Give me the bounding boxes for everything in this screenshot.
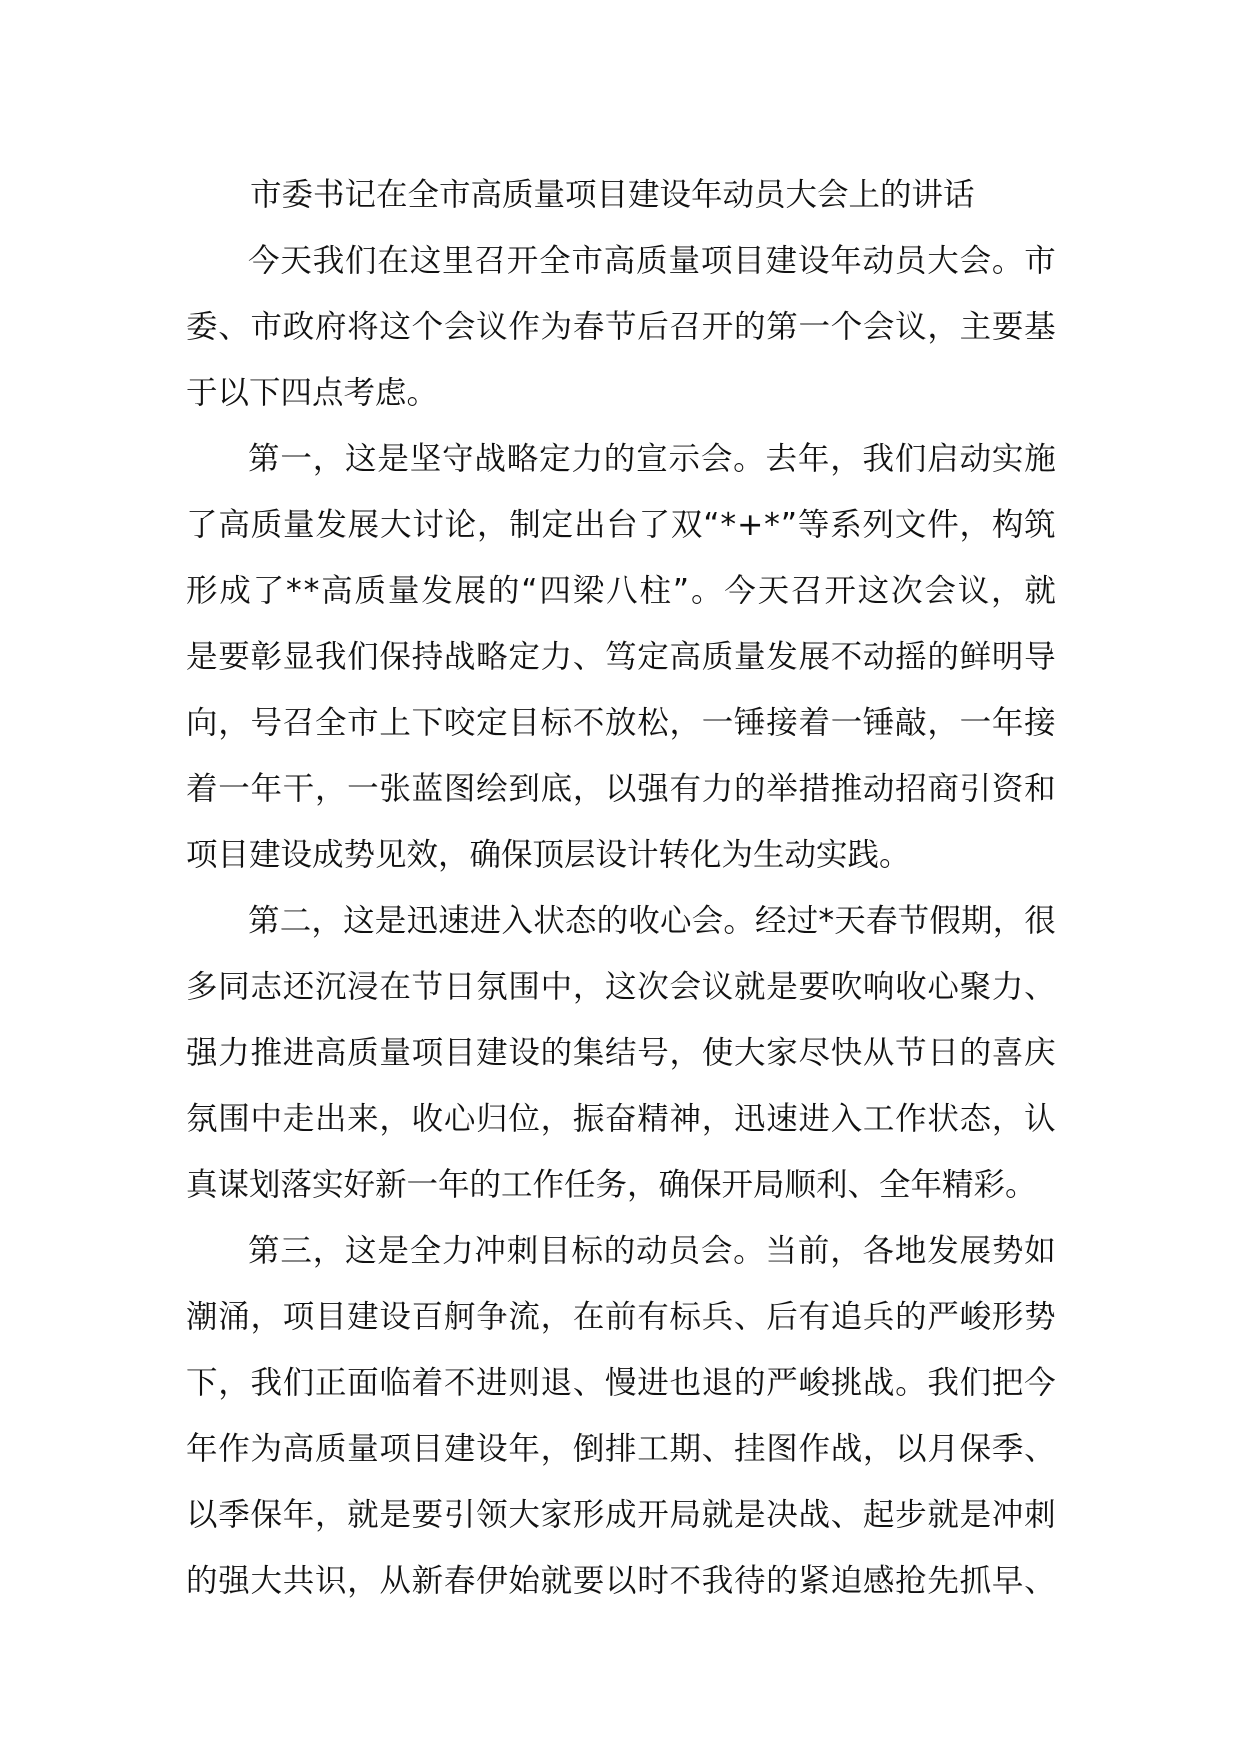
- paragraph-line: 向 ， 号 召 全 市 上 下 咬 定 目 标 不 放 松 ， 一 锤 接 着 一 锤 敲 ， 一 年 接: [186, 705, 1056, 741]
- paragraph-line: 潮 涌 ， 项 目 建 设 百 舸 争 流 ， 在 前 有 标 兵 、 后 有 追 兵 的 严 峻 形 势: [186, 1299, 1056, 1335]
- paragraph: [186, 426, 1056, 888]
- document-body: [186, 228, 1056, 1614]
- paragraph-line: 委 、 市 政 府 将 这 个 会 议 作 为 春 节 后 召 开 的 第 一 个 会 议 ， 主 要 基: [186, 309, 1056, 345]
- paragraph-line: 下 ， 我 们 正 面 临 着 不 进 则 退 、 慢 进 也 退 的 严 峻 挑 战 。 我 们 把 今: [186, 1365, 1056, 1401]
- paragraph-line: 今 天 我 们 在 这 里 召 开 全 市 高 质 量 项 目 建 设 年 动 员 大 会 。 市: [248, 243, 1056, 279]
- paragraph-line: 的 强 大 共 识 ， 从 新 春 伊 始 就 要 以 时 不 我 待 的 紧 迫 感 抢 先 抓 早 、: [186, 1563, 1056, 1599]
- paragraph-line: 形 成 了 * * 高 质 量 发 展 的 “ 四 梁 八 柱 ” 。 今 天 召 开 这 次 会 议 ， 就: [186, 573, 1056, 609]
- paragraph: [186, 228, 1056, 426]
- paragraph-line: 了 高 质 量 发 展 大 讨 论 ， 制 定 出 台 了 双 “ * + * ” 等 系 列 文 件 ， 构 筑: [186, 507, 1056, 543]
- paragraph: [186, 888, 1056, 1218]
- paragraph: [186, 1218, 1056, 1614]
- paragraph-line: 第 二 ， 这 是 迅 速 进 入 状 态 的 收 心 会 。 经 过 * 天 春 节 假 期 ， 很: [248, 903, 1056, 939]
- document-title: 市委书记在全市高质量项目建设年动员大会上的讲话: [250, 177, 975, 213]
- paragraph-line: 第 一 ， 这 是 坚 守 战 略 定 力 的 宣 示 会 。 去 年 ， 我 们 启 动 实 施: [248, 441, 1056, 477]
- paragraph-line: 于以下四点考虑。: [186, 375, 439, 411]
- paragraph-line: 是 要 彰 显 我 们 保 持 战 略 定 力 、 笃 定 高 质 量 发 展 不 动 摇 的 鲜 明 导: [186, 639, 1056, 675]
- paragraph-line: 氛 围 中 走 出 来 ， 收 心 归 位 ， 振 奋 精 神 ， 迅 速 进 入 工 作 状 态 ， 认: [186, 1101, 1056, 1137]
- paragraph-line: 项目建设成势见效，确保顶层设计转化为生动实践。: [186, 837, 911, 873]
- paragraph-line: 以 季 保 年 ， 就 是 要 引 领 大 家 形 成 开 局 就 是 决 战 、 起 步 就 是 冲 刺: [186, 1497, 1056, 1533]
- document-page: [186, 162, 1056, 1614]
- paragraph-line: 着 一 年 干 ， 一 张 蓝 图 绘 到 底 ， 以 强 有 力 的 举 措 推 动 招 商 引 资 和: [186, 771, 1056, 807]
- paragraph-line: 年 作 为 高 质 量 项 目 建 设 年 ， 倒 排 工 期 、 挂 图 作 战 ， 以 月 保 季 、: [186, 1431, 1056, 1467]
- paragraph-line: 强 力 推 进 高 质 量 项 目 建 设 的 集 结 号 ， 使 大 家 尽 快 从 节 日 的 喜 庆: [186, 1035, 1056, 1071]
- paragraph-line: 多 同 志 还 沉 浸 在 节 日 氛 围 中 ， 这 次 会 议 就 是 要 吹 响 收 心 聚 力 、: [186, 969, 1056, 1005]
- paragraph-line: 真谋划落实好新一年的工作任务，确保开局顺利、全年精彩。: [186, 1167, 1037, 1203]
- paragraph-line: 第 三 ， 这 是 全 力 冲 刺 目 标 的 动 员 会 。 当 前 ， 各 地 发 展 势 如: [248, 1233, 1056, 1269]
